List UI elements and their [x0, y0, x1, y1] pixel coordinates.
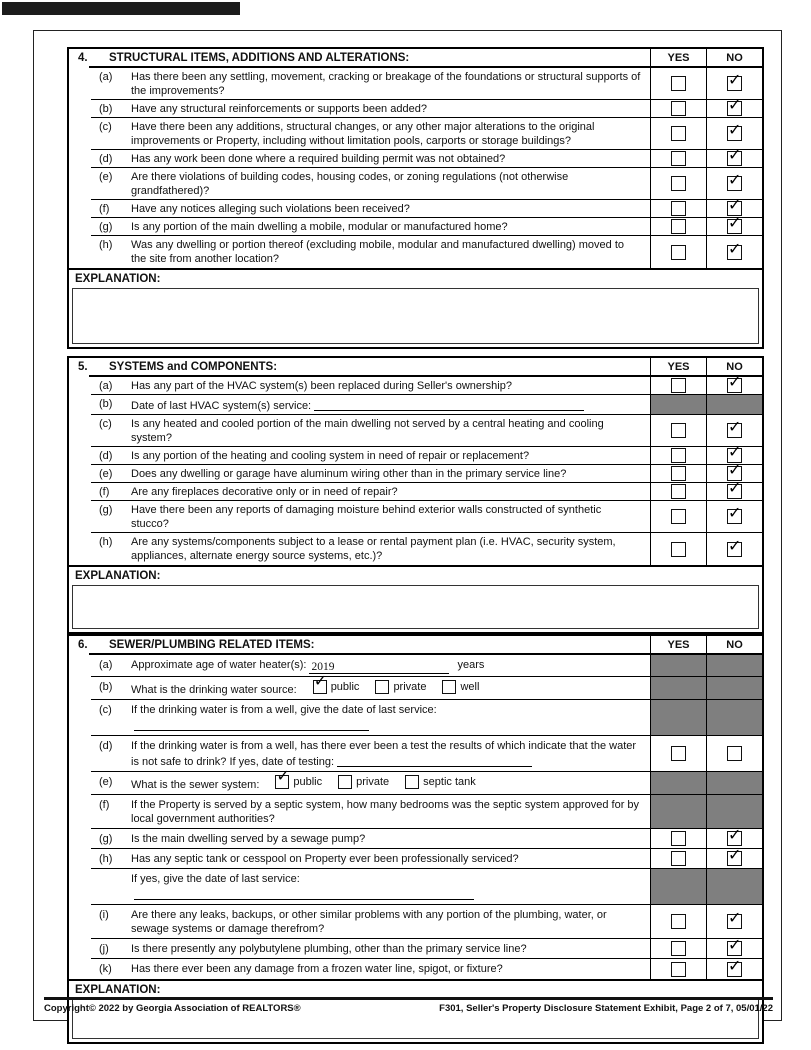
- checked-checkbox[interactable]: [727, 423, 742, 438]
- question-letter: (a): [99, 71, 113, 83]
- question-text: [131, 238, 646, 266]
- question-letter: (k): [99, 963, 112, 975]
- question-cell: [69, 236, 650, 268]
- question-letter: (c): [99, 121, 112, 133]
- yes-cell[interactable]: [650, 849, 706, 869]
- section-5: [67, 356, 764, 634]
- empty-checkbox[interactable]: [671, 378, 686, 393]
- section-number: 5.: [78, 361, 88, 373]
- explanation-label: EXPLANATION:: [69, 979, 762, 999]
- question-letter: (e): [99, 171, 113, 183]
- question-text: [131, 775, 646, 792]
- question-row: [69, 118, 762, 150]
- question-letter: (e): [99, 468, 113, 480]
- yes-cell[interactable]: [650, 829, 706, 849]
- yes-cell[interactable]: [650, 168, 706, 200]
- question-text: [131, 449, 646, 463]
- question-text-content: Is there presently any polybutylene plumbing, other than the primary service line?: [131, 943, 527, 955]
- checked-checkbox[interactable]: [727, 76, 742, 91]
- checked-checkbox[interactable]: [727, 101, 742, 116]
- question-row: [69, 395, 762, 415]
- checked-checkbox[interactable]: [727, 941, 742, 956]
- question-cell: [69, 395, 650, 415]
- question-cell: [69, 772, 650, 795]
- choice-label: well: [460, 681, 480, 693]
- question-letter: (a): [99, 659, 113, 671]
- question-row: [69, 150, 762, 168]
- no-cell: [706, 869, 762, 905]
- question-row: [69, 483, 762, 501]
- section-number: 4.: [78, 52, 88, 64]
- empty-checkbox[interactable]: [671, 448, 686, 463]
- explanation-box[interactable]: [72, 288, 759, 344]
- empty-checkbox[interactable]: [671, 176, 686, 191]
- yes-cell[interactable]: [650, 501, 706, 533]
- choice-label: septic tank: [423, 776, 476, 788]
- yes-cell[interactable]: [650, 447, 706, 465]
- question-text-content: Have any notices alleging such violations been received?: [131, 203, 410, 215]
- question-letter: (d): [99, 153, 113, 165]
- yes-cell: [650, 655, 706, 677]
- question-text: [131, 170, 646, 198]
- question-row: [69, 829, 762, 849]
- empty-checkbox[interactable]: [671, 423, 686, 438]
- question-text-content: Is any portion of the heating and cooling system in need of repair or replacement?: [131, 450, 530, 462]
- checked-checkbox[interactable]: [727, 126, 742, 141]
- yes-cell[interactable]: [650, 200, 706, 218]
- question-text: [131, 379, 646, 393]
- question-text-content: If the Property is served by a septic system, how many bedrooms was the septic system approved for by local government authorities?: [131, 799, 640, 825]
- section-header-row: [69, 49, 762, 68]
- yes-cell[interactable]: [650, 150, 706, 168]
- question-letter: (d): [99, 450, 113, 462]
- yes-cell[interactable]: [650, 218, 706, 236]
- empty-checkbox[interactable]: [671, 126, 686, 141]
- empty-checkbox[interactable]: [671, 746, 686, 761]
- empty-checkbox[interactable]: [671, 484, 686, 499]
- question-text: [131, 798, 646, 826]
- yes-column-header: YES: [650, 636, 706, 655]
- no-cell: [706, 395, 762, 415]
- no-cell[interactable]: [706, 150, 762, 168]
- yes-cell[interactable]: [650, 68, 706, 100]
- yes-cell[interactable]: [650, 533, 706, 565]
- question-text-content: Approximate age of water heater(s):: [131, 659, 307, 671]
- question-letter: (h): [99, 536, 113, 548]
- question-text-content: Are there violations of building codes, housing codes, or zoning regulations (not otherwise grandfathered)?: [131, 171, 569, 197]
- section-title-text: STRUCTURAL ITEMS, ADDITIONS AND ALTERATIONS:: [109, 52, 410, 64]
- section-header-row: [69, 636, 762, 655]
- question-letter: (f): [99, 203, 110, 215]
- question-cell: [69, 959, 650, 979]
- question-row: [69, 465, 762, 483]
- question-row: [69, 415, 762, 447]
- checked-checkbox[interactable]: [727, 851, 742, 866]
- section-4: [67, 47, 764, 349]
- fill-in-blank[interactable]: [314, 397, 584, 411]
- question-text-content: If the drinking water is from a well, has there ever been a test the results of which indicate that the water is not safe to drink? If yes, date of testing:: [131, 740, 637, 768]
- question-text-content: Has any part of the HVAC system(s) been replaced during Seller's ownership?: [131, 380, 512, 392]
- yes-cell[interactable]: [650, 377, 706, 395]
- question-cell: [69, 150, 650, 168]
- choice-septic-tank[interactable]: [405, 775, 476, 789]
- checked-checkbox[interactable]: [727, 484, 742, 499]
- question-cell: [69, 655, 650, 677]
- question-letter: [99, 872, 131, 902]
- yes-cell[interactable]: [650, 118, 706, 150]
- question-text: [131, 852, 646, 866]
- question-cell: [69, 849, 650, 869]
- choice-label: private: [356, 776, 390, 788]
- question-cell: [69, 447, 650, 465]
- yes-cell: [650, 677, 706, 700]
- question-text-content: Does any dwelling or garage have aluminum wiring other than in the primary service line?: [131, 468, 567, 480]
- question-cell: [69, 829, 650, 849]
- explanation-label: EXPLANATION:: [69, 565, 762, 585]
- no-cell: [706, 677, 762, 700]
- question-text: [131, 467, 646, 481]
- question-text-content: Are there any leaks, backups, or other similar problems with any portion of the plumbing, water, or sewage systems or damage therefrom?: [131, 909, 607, 935]
- question-row: [69, 168, 762, 200]
- question-letter: (c): [99, 704, 112, 716]
- section-title: [69, 358, 650, 377]
- question-text: [131, 942, 646, 956]
- checked-checkbox[interactable]: [727, 176, 742, 191]
- question-text: [131, 739, 646, 769]
- explanation-label: EXPLANATION:: [69, 268, 762, 288]
- section-title-text: SEWER/PLUMBING RELATED ITEMS:: [109, 639, 315, 651]
- question-cell: [69, 795, 650, 829]
- question-row: [69, 869, 762, 905]
- checked-checkbox[interactable]: [313, 680, 327, 694]
- question-cell: [69, 118, 650, 150]
- question-letter: (a): [99, 380, 113, 392]
- question-text-content: Date of last HVAC system(s) service:: [131, 400, 312, 412]
- checked-checkbox[interactable]: [727, 914, 742, 929]
- yes-cell[interactable]: [650, 939, 706, 959]
- yes-cell[interactable]: [650, 905, 706, 939]
- fill-in-blank[interactable]: [337, 753, 532, 767]
- empty-checkbox[interactable]: [671, 831, 686, 846]
- question-cell: [69, 218, 650, 236]
- question-letter: (f): [99, 486, 110, 498]
- question-text-content: Has any work been done where a required building permit was not obtained?: [131, 153, 506, 165]
- question-row: [69, 849, 762, 869]
- checked-checkbox[interactable]: [727, 151, 742, 166]
- no-cell[interactable]: [706, 236, 762, 268]
- question-text-content: Have any structural reinforcements or supports been added?: [131, 103, 427, 115]
- empty-checkbox[interactable]: [671, 151, 686, 166]
- fill-in-blank[interactable]: [134, 886, 474, 900]
- question-text-content: Was any dwelling or portion thereof (excluding mobile, modular and manufactured dwelling) moved to the site from another location?: [131, 239, 625, 265]
- question-text-content: Have there been any reports of damaging moisture behind exterior walls constructed of synthetic stucco?: [131, 504, 602, 530]
- question-text: [131, 658, 646, 674]
- question-row: [69, 772, 762, 795]
- yes-cell[interactable]: [650, 465, 706, 483]
- question-text: [131, 152, 646, 166]
- question-text: [131, 485, 646, 499]
- question-letter: (c): [99, 418, 112, 430]
- section-header-row: [69, 358, 762, 377]
- empty-checkbox[interactable]: [671, 542, 686, 557]
- empty-checkbox[interactable]: [338, 775, 352, 789]
- question-cell: [69, 465, 650, 483]
- empty-checkbox[interactable]: [671, 245, 686, 260]
- question-letter: (b): [99, 681, 113, 693]
- question-text: [131, 102, 646, 116]
- question-text: [131, 872, 646, 902]
- empty-checkbox[interactable]: [671, 914, 686, 929]
- question-text: [131, 220, 646, 234]
- no-cell[interactable]: [706, 100, 762, 118]
- footer-form-id: F301, Seller's Property Disclosure Statement Exhibit, Page 2 of 7, 05/01/22: [439, 1003, 773, 1014]
- no-cell[interactable]: [706, 483, 762, 501]
- question-text-content: Is any heated and cooled portion of the main dwelling not served by a central heating and cooling system?: [131, 418, 604, 444]
- question-cell: [69, 939, 650, 959]
- question-row: [69, 655, 762, 677]
- choice-private[interactable]: [375, 680, 426, 694]
- no-column-header: NO: [706, 358, 762, 377]
- question-text: [131, 535, 646, 563]
- section-number: 6.: [78, 639, 88, 651]
- question-text: [131, 70, 646, 98]
- empty-checkbox[interactable]: [671, 851, 686, 866]
- empty-checkbox[interactable]: [405, 775, 419, 789]
- question-text: [131, 908, 646, 936]
- no-cell[interactable]: [706, 533, 762, 565]
- yes-cell[interactable]: [650, 736, 706, 772]
- question-row: [69, 736, 762, 772]
- checked-checkbox[interactable]: [727, 509, 742, 524]
- question-cell: [69, 700, 650, 736]
- question-text: [131, 120, 646, 148]
- question-text: [131, 962, 646, 976]
- yes-cell: [650, 395, 706, 415]
- empty-checkbox[interactable]: [671, 219, 686, 234]
- choice-label: public: [330, 681, 360, 693]
- question-cell: [69, 869, 650, 905]
- question-letter: (g): [99, 504, 113, 516]
- no-cell[interactable]: [706, 218, 762, 236]
- question-letter: (b): [99, 103, 113, 115]
- checked-checkbox[interactable]: [727, 831, 742, 846]
- question-row: [69, 795, 762, 829]
- question-text: [131, 397, 646, 413]
- no-cell[interactable]: [706, 849, 762, 869]
- empty-checkbox[interactable]: [671, 466, 686, 481]
- question-text-content: Has there been any settling, movement, cracking or breakage of the foundations or structural supports of the improvements?: [131, 71, 641, 97]
- yes-column-header: YES: [650, 358, 706, 377]
- section-title-text: SYSTEMS and COMPONENTS:: [109, 361, 278, 373]
- question-cell: [69, 736, 650, 772]
- question-text-content: What is the sewer system:: [131, 779, 260, 791]
- question-row: [69, 700, 762, 736]
- no-cell[interactable]: [706, 736, 762, 772]
- checked-checkbox[interactable]: [727, 542, 742, 557]
- question-row: [69, 218, 762, 236]
- no-column-header: NO: [706, 49, 762, 68]
- question-row: [69, 501, 762, 533]
- no-cell: [706, 795, 762, 829]
- question-row: [69, 236, 762, 268]
- question-text: [131, 202, 646, 216]
- question-cell: [69, 415, 650, 447]
- checked-checkbox[interactable]: [727, 962, 742, 977]
- question-cell: [69, 533, 650, 565]
- empty-checkbox[interactable]: [671, 76, 686, 91]
- empty-checkbox[interactable]: [671, 941, 686, 956]
- empty-checkbox[interactable]: [375, 680, 389, 694]
- question-text-content: Are any systems/components subject to a lease or rental payment plan (i.e. HVAC, security system, appliances, alternate energy source systems, etc.)?: [131, 536, 616, 562]
- choice-label: private: [393, 681, 427, 693]
- question-cell: [69, 377, 650, 395]
- yes-cell: [650, 869, 706, 905]
- question-letter: (f): [99, 799, 110, 811]
- question-row: [69, 533, 762, 565]
- question-text-content: If yes, give the date of last service:: [131, 873, 300, 885]
- question-row: [69, 905, 762, 939]
- checked-checkbox[interactable]: [275, 775, 289, 789]
- question-cell: [69, 483, 650, 501]
- blank-suffix: years: [457, 659, 485, 671]
- empty-checkbox[interactable]: [671, 201, 686, 216]
- yes-cell: [650, 772, 706, 795]
- question-text-content: Have there been any additions, structural changes, or any other major alterations to the original improvements or Property, including without limitation pools, carports or storage buildings?: [131, 121, 595, 147]
- question-cell: [69, 68, 650, 100]
- page-footer: [44, 1003, 773, 1014]
- choice-public[interactable]: [313, 680, 360, 694]
- fill-in-blank[interactable]: [134, 717, 369, 731]
- fill-in-blank[interactable]: [309, 660, 449, 674]
- no-cell: [706, 700, 762, 736]
- checked-checkbox[interactable]: [727, 245, 742, 260]
- empty-checkbox[interactable]: [671, 101, 686, 116]
- yes-cell[interactable]: [650, 483, 706, 501]
- section-title: [69, 636, 650, 655]
- checked-checkbox[interactable]: [727, 378, 742, 393]
- question-letter: (e): [99, 776, 113, 788]
- question-text: [131, 417, 646, 445]
- no-cell[interactable]: [706, 377, 762, 395]
- question-text-content: What is the drinking water source:: [131, 684, 297, 696]
- question-cell: [69, 100, 650, 118]
- question-cell: [69, 200, 650, 218]
- question-letter: (j): [99, 943, 109, 955]
- yes-cell: [650, 700, 706, 736]
- yes-cell[interactable]: [650, 100, 706, 118]
- footer-rule: [44, 997, 773, 1000]
- question-row: [69, 939, 762, 959]
- question-letter: (h): [99, 239, 113, 251]
- question-letter: (g): [99, 221, 113, 233]
- choice-well[interactable]: [442, 680, 479, 694]
- question-row: [69, 447, 762, 465]
- fill-in-value: 2019: [311, 661, 335, 673]
- yes-cell[interactable]: [650, 415, 706, 447]
- question-cell: [69, 905, 650, 939]
- no-cell[interactable]: [706, 501, 762, 533]
- question-text-content: Has there ever been any damage from a frozen water line, spigot, or fixture?: [131, 963, 503, 975]
- no-cell[interactable]: [706, 959, 762, 979]
- redaction-bar: [2, 2, 240, 15]
- question-letter: (d): [99, 740, 113, 752]
- question-text: [131, 832, 646, 846]
- question-row: [69, 377, 762, 395]
- question-letter: (i): [99, 909, 109, 921]
- question-text-content: Are any fireplaces decorative only or in need of repair?: [131, 486, 398, 498]
- empty-checkbox[interactable]: [671, 509, 686, 524]
- choice-private[interactable]: [338, 775, 389, 789]
- no-column-header: NO: [706, 636, 762, 655]
- question-text-content: If the drinking water is from a well, give the date of last service:: [131, 704, 437, 716]
- form-page: [33, 30, 782, 1021]
- no-cell[interactable]: [706, 905, 762, 939]
- question-text-content: Has any septic tank or cesspool on Property ever been professionally serviced?: [131, 853, 519, 865]
- question-text: [131, 503, 646, 531]
- question-cell: [69, 501, 650, 533]
- explanation-box[interactable]: [72, 585, 759, 629]
- choice-public[interactable]: [275, 775, 322, 789]
- question-cell: [69, 168, 650, 200]
- yes-cell: [650, 795, 706, 829]
- no-cell: [706, 772, 762, 795]
- question-row: [69, 959, 762, 979]
- empty-checkbox[interactable]: [442, 680, 456, 694]
- question-letter: (b): [99, 398, 113, 410]
- empty-checkbox[interactable]: [671, 962, 686, 977]
- checked-checkbox[interactable]: [727, 219, 742, 234]
- section-6: [67, 634, 764, 1044]
- question-text-content: Is the main dwelling served by a sewage pump?: [131, 833, 366, 845]
- question-text: [131, 680, 646, 697]
- question-cell: [69, 677, 650, 700]
- question-text: [131, 703, 646, 733]
- question-text-content: Is any portion of the main dwelling a mobile, modular or manufactured home?: [131, 221, 508, 233]
- question-row: [69, 100, 762, 118]
- question-row: [69, 68, 762, 100]
- footer-copyright: Copyright© 2022 by Georgia Association of REALTORS®: [44, 1003, 301, 1014]
- empty-checkbox[interactable]: [727, 746, 742, 761]
- choice-label: public: [293, 776, 323, 788]
- question-row: [69, 200, 762, 218]
- yes-column-header: YES: [650, 49, 706, 68]
- yes-cell[interactable]: [650, 236, 706, 268]
- yes-cell[interactable]: [650, 959, 706, 979]
- no-cell: [706, 655, 762, 677]
- question-letter: (g): [99, 833, 113, 845]
- section-title: [69, 49, 650, 68]
- question-row: [69, 677, 762, 700]
- question-letter: (h): [99, 853, 113, 865]
